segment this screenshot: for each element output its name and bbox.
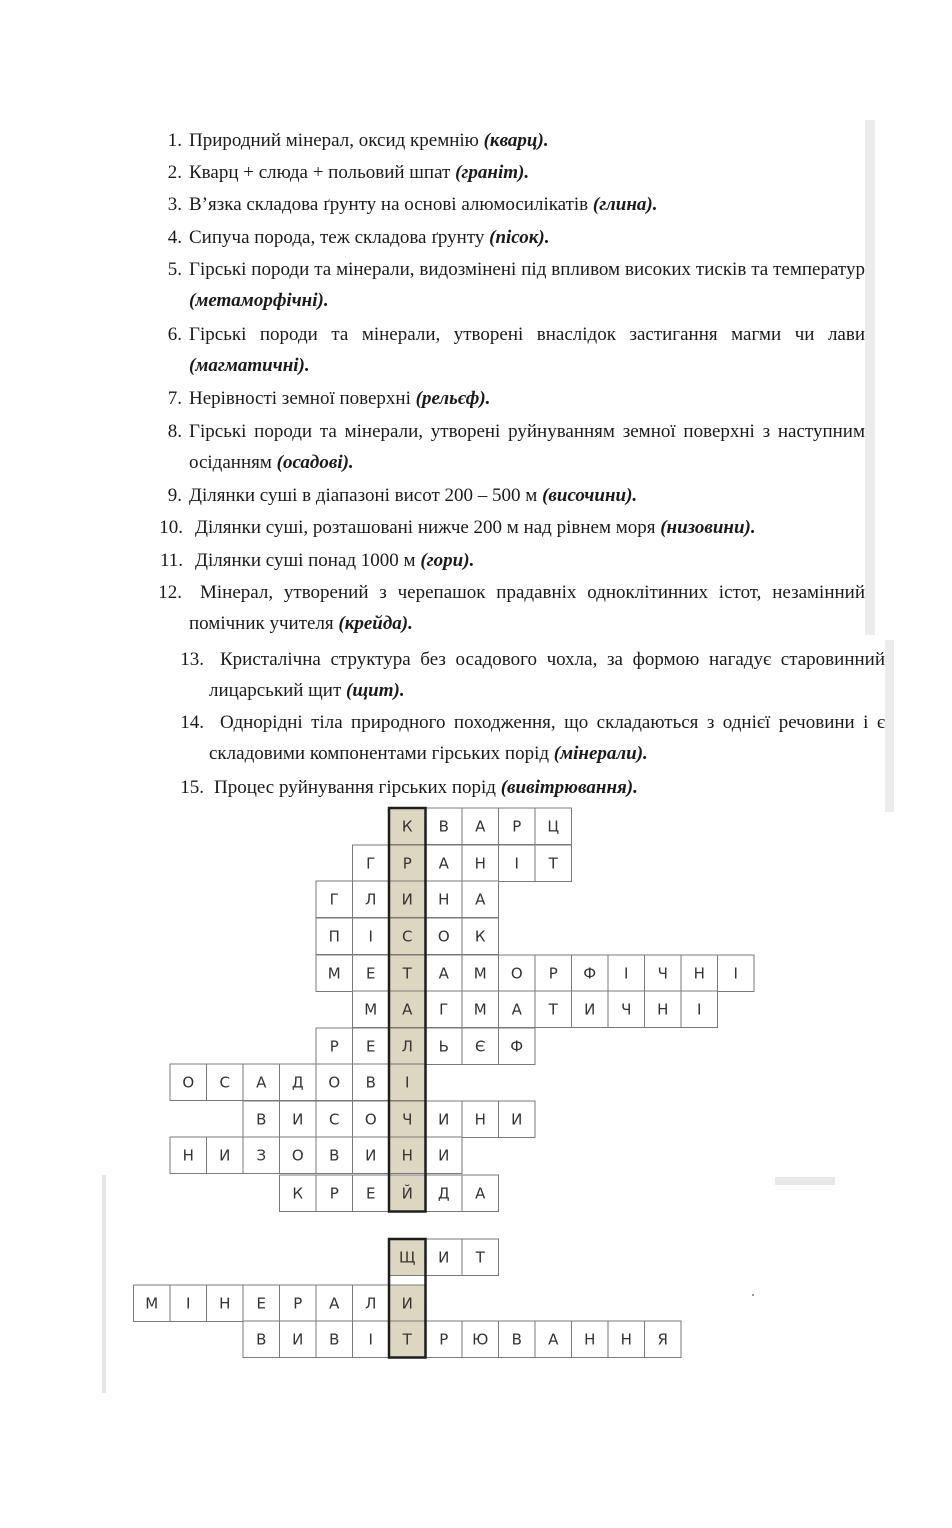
crossword-cell: [280, 1064, 317, 1101]
svg-text:Й: Й: [401, 1184, 413, 1203]
crossword-cell: [718, 955, 755, 992]
clue-answer: (пісок).: [489, 227, 550, 248]
crossword-cell: [499, 808, 536, 845]
svg-text:Я: Я: [657, 1330, 668, 1349]
crossword-cell: [353, 918, 390, 955]
crossword-cell: [426, 845, 463, 882]
crossword-key-cell: [389, 1175, 426, 1212]
svg-text:М: М: [145, 1294, 159, 1313]
crossword-key-cell: [389, 1101, 426, 1138]
crossword-cell: [462, 1101, 499, 1138]
crossword-cell: [426, 918, 463, 955]
crossword-cell: [280, 1285, 317, 1322]
svg-text:А: А: [475, 817, 486, 836]
crossword-key-cell: [389, 1239, 426, 1276]
clue-text: Мінерал, утворений з черепашок прадавніх одноклітинних істот, незамінний помічник учителя: [189, 582, 865, 634]
crossword-cell: [499, 1028, 536, 1065]
svg-text:А: А: [256, 1073, 267, 1092]
svg-text:Р: Р: [329, 1037, 339, 1056]
clue-number: 15.: [180, 777, 204, 798]
clue-answer: (мінерали).: [553, 743, 648, 764]
svg-text:О: О: [182, 1073, 195, 1092]
crossword-cell: [243, 1101, 280, 1138]
clue-text: Гірські породи та мінерали, утворені руйнуванням земної поверхні з наступним осіданням: [189, 421, 865, 473]
svg-text:Р: Р: [293, 1294, 303, 1313]
svg-text:З: З: [256, 1146, 267, 1165]
crossword-cell: [499, 955, 536, 992]
clue-answer: (магматичні).: [189, 355, 310, 376]
clue-text: Ділянки суші, розташовані нижче 200 м над рівнем моря: [195, 517, 661, 538]
clue-answer: (осадові).: [276, 452, 354, 473]
svg-text:В: В: [256, 1110, 267, 1129]
crossword-cell: [426, 1239, 463, 1276]
crossword-key-cell: [389, 1028, 426, 1065]
svg-text:Ц: Ц: [547, 817, 560, 836]
clue-text: Однорідні тіла природного походження, що складаються з однієї речовини і є складовими компонентами гірських порід: [209, 712, 885, 764]
svg-text:Н: Н: [474, 1110, 486, 1129]
svg-text:О: О: [364, 1110, 377, 1129]
crossword-cell: [316, 918, 353, 955]
svg-text:И: И: [401, 890, 413, 909]
crossword-cell: [353, 1064, 390, 1101]
crossword-cell: [608, 1321, 645, 1358]
crossword-cell: [426, 1028, 463, 1065]
svg-text:Е: Е: [256, 1294, 266, 1313]
svg-text:Ф: Ф: [510, 1037, 524, 1056]
crossword-cell: [353, 1137, 390, 1174]
crossword-cell: [353, 991, 390, 1028]
svg-text:К: К: [474, 927, 486, 946]
crossword-cell: [280, 1137, 317, 1174]
clue-number: 1.: [167, 130, 182, 151]
clue-number: 7.: [167, 388, 182, 409]
crossword-key-cell: [389, 1137, 426, 1174]
svg-text:И: И: [292, 1330, 304, 1349]
crossword-cell: [353, 955, 390, 992]
svg-text:Д: Д: [437, 1184, 450, 1203]
crossword-cell: [462, 881, 499, 918]
svg-text:І: І: [733, 964, 738, 983]
svg-text:В: В: [329, 1330, 340, 1349]
svg-text:Г: Г: [439, 1000, 449, 1019]
crossword-cell: [280, 1101, 317, 1138]
svg-text:І: І: [368, 1330, 373, 1349]
svg-text:Р: Р: [329, 1184, 339, 1203]
crossword-cell: [426, 808, 463, 845]
clue-text: Ділянки суші в діапазоні висот 200 – 500 м: [189, 485, 543, 506]
crossword-cell: [462, 991, 499, 1028]
crossword-cell: [316, 1321, 353, 1358]
svg-text:Н: Н: [620, 1330, 632, 1349]
crossword-cell: [535, 808, 572, 845]
clue-text: Гірські породи та мінерали, утворені внаслідок застигання магми чи лави: [189, 324, 865, 345]
svg-text:Р: Р: [439, 1330, 449, 1349]
svg-text:А: А: [548, 1330, 559, 1349]
crossword-cell: [499, 1101, 536, 1138]
crossword-cell: [426, 1321, 463, 1358]
svg-text:Е: Е: [366, 1184, 376, 1203]
svg-text:М: М: [473, 964, 487, 983]
svg-text:Д: Д: [291, 1073, 304, 1092]
clue-text: Сипуча порода, теж складова ґрунту: [189, 227, 490, 248]
svg-text:Ф: Ф: [583, 964, 597, 983]
clue-number: 3.: [167, 194, 182, 215]
clue-answer: (рельєф).: [415, 388, 491, 409]
svg-text:Н: Н: [219, 1294, 231, 1313]
crossword-cell: [280, 1175, 317, 1212]
crossword-cell: [426, 1101, 463, 1138]
crossword-key-cell: [389, 1064, 426, 1101]
crossword-cell: [316, 1285, 353, 1322]
svg-text:И: И: [438, 1146, 450, 1165]
svg-text:Н: Н: [474, 854, 486, 873]
svg-text:О: О: [437, 927, 450, 946]
clue-answer: (низовини).: [660, 517, 756, 538]
crossword-cell: [535, 1321, 572, 1358]
svg-text:И: И: [292, 1110, 304, 1129]
clue-number: 9.: [167, 485, 182, 506]
svg-text:В: В: [365, 1073, 376, 1092]
svg-text:А: А: [402, 1000, 413, 1019]
svg-text:В: В: [438, 817, 449, 836]
clue-number: 13.: [180, 649, 204, 670]
clue-text: Природний мінерал, оксид кремнію: [189, 130, 484, 151]
clue-text: Процес руйнування гірських порід: [214, 777, 501, 798]
crossword-cell: [426, 881, 463, 918]
svg-text:Л: Л: [365, 1294, 377, 1313]
clue-answer: (метаморфічні).: [189, 290, 329, 311]
crossword-cell: [462, 1028, 499, 1065]
svg-text:Н: Н: [401, 1146, 413, 1165]
crossword-cell: [207, 1137, 244, 1174]
crossword-cell: [645, 1321, 682, 1358]
crossword-cell: [608, 991, 645, 1028]
crossword-cell: [316, 1175, 353, 1212]
svg-text:М: М: [364, 1000, 378, 1019]
svg-text:Т: Т: [402, 964, 412, 983]
clue-number: 5.: [167, 259, 182, 280]
clue-text: Гірські породи та мінерали, видозмінені під впливом високих тисків та температур: [189, 259, 865, 280]
svg-text:П: П: [328, 927, 340, 946]
crossword-cell: [645, 991, 682, 1028]
svg-text:С: С: [219, 1073, 230, 1092]
clue-number: 12.: [158, 582, 182, 603]
crossword-cell: [316, 881, 353, 918]
crossword-cell: [207, 1064, 244, 1101]
crossword-cell: [681, 991, 718, 1028]
svg-text:Н: Н: [693, 964, 705, 983]
crossword-cell: [134, 1285, 171, 1322]
crossword-cell: [353, 1028, 390, 1065]
crossword-cell: [170, 1137, 207, 1174]
svg-text:О: О: [291, 1146, 304, 1165]
svg-text:А: А: [475, 1184, 486, 1203]
svg-text:И: И: [438, 1110, 450, 1129]
svg-text:С: С: [329, 1110, 340, 1129]
svg-text:В: В: [256, 1330, 267, 1349]
crossword-cell: [353, 1101, 390, 1138]
svg-text:О: О: [510, 964, 523, 983]
svg-text:Щ: Щ: [399, 1248, 416, 1267]
crossword-cell: [499, 845, 536, 882]
crossword-cell: [462, 845, 499, 882]
svg-text:Н: Н: [657, 1000, 669, 1019]
crossword-key-cell: [389, 918, 426, 955]
svg-text:Е: Е: [366, 1037, 376, 1056]
crossword-cell: [316, 1101, 353, 1138]
crossword-cell: [353, 881, 390, 918]
crossword-cell: [426, 955, 463, 992]
crossword-key-cell: [389, 808, 426, 845]
clue-answer: (височини).: [542, 485, 638, 506]
clue-text: Кристалічна структура без осадового чохла, за формою нагадує старовинний лицарський щит: [209, 649, 885, 701]
svg-text:І: І: [697, 1000, 702, 1019]
svg-text:І: І: [368, 927, 373, 946]
clue-answer: (крейда).: [338, 613, 413, 634]
svg-text:Л: Л: [365, 890, 377, 909]
svg-text:Н: Н: [438, 890, 450, 909]
crossword-cell: [426, 991, 463, 1028]
clue-answer: (гори).: [420, 550, 475, 571]
svg-text:Р: Р: [548, 964, 558, 983]
clue-answer: (вивітрювання).: [500, 777, 638, 798]
crossword-cell: [243, 1137, 280, 1174]
clue-number: 6.: [167, 324, 182, 345]
clue-text: Ділянки суші понад 1000 м: [195, 550, 421, 571]
crossword-key-cell: [389, 1321, 426, 1358]
crossword-cell: [462, 1321, 499, 1358]
svg-text:Ч: Ч: [657, 964, 668, 983]
crossword-cell: [499, 1321, 536, 1358]
crossword-cell: [280, 1321, 317, 1358]
svg-text:Л: Л: [401, 1037, 413, 1056]
svg-text:І: І: [405, 1073, 410, 1092]
crossword-cell: [243, 1064, 280, 1101]
crossword-key-cell: [389, 881, 426, 918]
svg-text:В: В: [511, 1330, 522, 1349]
clue-number: 4.: [167, 227, 182, 248]
svg-text:Г: Г: [366, 854, 376, 873]
crossword-cell: [462, 918, 499, 955]
svg-text:К: К: [292, 1184, 304, 1203]
svg-text:Р: Р: [512, 817, 522, 836]
svg-text:А: А: [438, 964, 449, 983]
clue-answer: (глина).: [592, 194, 658, 215]
svg-text:А: А: [511, 1000, 522, 1019]
clue-text: В’язка складова ґрунту на основі алюмосилікатів: [189, 194, 593, 215]
crossword-cell: [243, 1321, 280, 1358]
svg-text:М: М: [473, 1000, 487, 1019]
crossword-cell: [316, 1064, 353, 1101]
clue-answer: (граніт).: [455, 162, 530, 183]
crossword-cell: [608, 955, 645, 992]
crossword-cell: [243, 1285, 280, 1322]
crossword-cell: [353, 845, 390, 882]
svg-text:І: І: [514, 854, 519, 873]
crossword-cell: [353, 1285, 390, 1322]
crossword-cell: [462, 808, 499, 845]
svg-text:А: А: [438, 854, 449, 873]
svg-text:І: І: [624, 964, 629, 983]
crossword-cell: [207, 1285, 244, 1322]
svg-text:Т: Т: [548, 1000, 558, 1019]
crossword-cell: [353, 1175, 390, 1212]
svg-text:И: И: [584, 1000, 596, 1019]
crossword-key-cell: [389, 955, 426, 992]
svg-text:Т: Т: [548, 854, 558, 873]
crossword-cell: [426, 1175, 463, 1212]
svg-text:К: К: [401, 817, 413, 836]
svg-text:Є: Є: [475, 1037, 486, 1056]
crossword-key-cell: [389, 991, 426, 1028]
svg-text:С: С: [402, 927, 413, 946]
clue-number: 2.: [167, 162, 182, 183]
crossword-cell: [572, 991, 609, 1028]
crossword-cell: [572, 955, 609, 992]
clue-answer: (щит).: [346, 680, 405, 701]
svg-text:А: А: [475, 890, 486, 909]
clue-number: 11.: [159, 550, 183, 571]
svg-text:И: И: [219, 1146, 231, 1165]
svg-text:О: О: [328, 1073, 341, 1092]
clue-number: 10.: [159, 517, 183, 538]
svg-text:И: И: [365, 1146, 377, 1165]
crossword-cell: [316, 1137, 353, 1174]
clue-number: 8.: [167, 421, 182, 442]
crossword-cell: [170, 1285, 207, 1322]
svg-text:Ч: Ч: [621, 1000, 632, 1019]
clue-number: 14.: [180, 712, 204, 733]
svg-text:Т: Т: [402, 1330, 412, 1349]
svg-text:Е: Е: [366, 964, 376, 983]
crossword-cell: [535, 991, 572, 1028]
crossword-cell: [426, 1137, 463, 1174]
svg-text:И: И: [438, 1248, 450, 1267]
crossword-cell: [572, 1321, 609, 1358]
crossword-cell: [462, 1239, 499, 1276]
svg-text:И: И: [401, 1294, 413, 1313]
clue-answer: (кварц).: [483, 130, 549, 151]
svg-text:В: В: [329, 1146, 340, 1165]
crossword-cell: [499, 991, 536, 1028]
svg-text:Т: Т: [475, 1248, 485, 1267]
crossword-cell: [170, 1064, 207, 1101]
crossword-cell: [316, 955, 353, 992]
svg-text:І: І: [186, 1294, 191, 1313]
svg-text:И: И: [511, 1110, 523, 1129]
crossword-cell: [316, 1028, 353, 1065]
svg-text:М: М: [327, 964, 341, 983]
crossword-cell: [645, 955, 682, 992]
svg-text:Ч: Ч: [402, 1110, 413, 1129]
crossword-cell: [353, 1321, 390, 1358]
crossword-cell: [535, 845, 572, 882]
clue-text: Нерівності земної поверхні: [189, 388, 416, 409]
crossword-cell: [462, 955, 499, 992]
clue-text: Кварц + слюда + польовий шпат: [189, 162, 456, 183]
svg-text:Г: Г: [329, 890, 339, 909]
crossword-cell: [462, 1175, 499, 1212]
crossword-cell: [535, 955, 572, 992]
crossword-cell: [681, 955, 718, 992]
svg-text:Ю: Ю: [472, 1330, 489, 1349]
svg-text:Н: Н: [584, 1330, 596, 1349]
svg-text:Н: Н: [182, 1146, 194, 1165]
svg-text:Ь: Ь: [438, 1037, 449, 1056]
crossword-key-cell: [389, 845, 426, 882]
svg-text:А: А: [329, 1294, 340, 1313]
crossword-key-cell: [389, 1285, 426, 1322]
svg-text:Р: Р: [402, 854, 412, 873]
